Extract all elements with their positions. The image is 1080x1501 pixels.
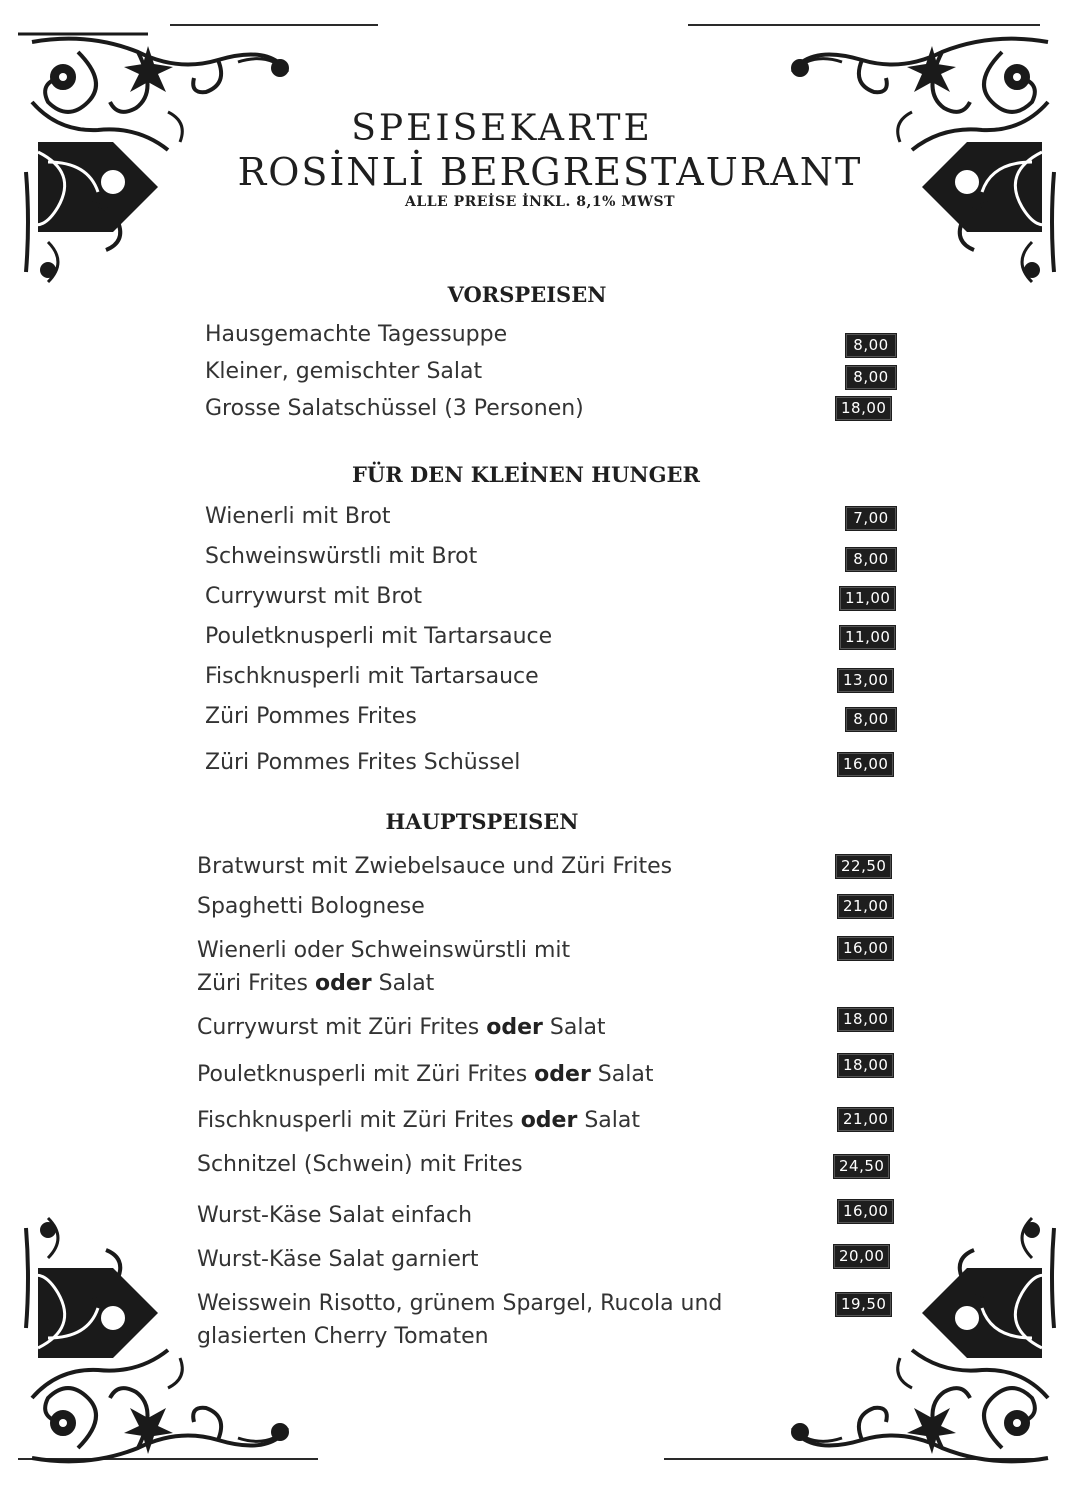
price-badge: 11,00: [840, 587, 895, 610]
price-badge: 8,00: [846, 366, 896, 389]
menu-item-name: Züri Pommes Frites: [205, 704, 417, 729]
menu-item-oder: oder: [486, 1015, 543, 1040]
menu-item-part-c: Salat: [590, 1062, 654, 1087]
price-badge: 11,00: [840, 626, 895, 649]
menu-item-name: Currywurst mit Brot: [205, 584, 422, 609]
menu-item-name: Schweinswürstli mit Brot: [205, 544, 478, 569]
price-badge: 18,00: [838, 1054, 893, 1077]
menu-item-part-c: Salat: [542, 1015, 606, 1040]
menu-item-name: [197, 1287, 722, 1353]
price-badge: 8,00: [846, 548, 896, 571]
menu-item-oder: oder: [534, 1062, 591, 1087]
menu-item-name: Bratwurst mit Zwiebelsauce und Züri Frites: [197, 854, 673, 879]
section-title-kleiner-hunger: FÜR DEN KLEİNEN HUNGER: [351, 462, 700, 487]
restaurant-name: ROSİNLİ BERGRESTAURANT: [237, 150, 863, 194]
price-badge: 20,00: [834, 1245, 889, 1268]
menu-item-name: Pouletknusperli mit Tartarsauce: [205, 624, 553, 649]
menu-item-line1: Weisswein Risotto, grünem Spargel, Rucola und: [197, 1291, 723, 1316]
section-title-hauptspeisen: HAUPTSPEISEN: [385, 809, 579, 834]
price-badge: 7,00: [846, 507, 896, 530]
menu-item-name: [197, 1011, 606, 1044]
price-badge: 8,00: [846, 708, 896, 731]
price-badge: 13,00: [838, 669, 893, 692]
price-badge: 18,00: [836, 397, 891, 420]
menu-item-part-c: Salat: [577, 1108, 640, 1133]
menu-item-line2-a: Züri Frites: [197, 971, 315, 996]
menu-item-part-a: Fischknusperli mit Züri Frites: [197, 1108, 521, 1133]
menu-item-line2: glasierten Cherry Tomaten: [197, 1324, 489, 1349]
menu-item-name: [197, 934, 570, 1000]
menu-item-name: Grosse Salatschüssel (3 Personen): [205, 396, 584, 421]
price-badge: 24,50: [834, 1155, 889, 1178]
menu-item-oder: oder: [315, 971, 372, 996]
menu-item-name: Kleiner, gemischter Salat: [205, 359, 483, 384]
price-note: ALLE PREİSE İNKL. 8,1% MWST: [404, 194, 676, 210]
menu-item-name: [197, 1058, 653, 1091]
price-badge: 21,00: [838, 1108, 893, 1131]
menu-item-line1: Wienerli oder Schweinswürstli mit: [197, 938, 571, 963]
menu-item-line2-c: Salat: [371, 971, 435, 996]
menu-item-name: Spaghetti Bolognese: [197, 894, 425, 919]
menu-item-oder: oder: [520, 1108, 578, 1133]
corner-ornament-icon: [732, 1208, 1062, 1478]
price-badge: 8,00: [846, 334, 896, 357]
menu-item-name: Schnitzel (Schwein) mit Frites: [197, 1152, 523, 1177]
page-title: SPEISEKARTE: [351, 108, 653, 149]
price-badge: 16,00: [838, 937, 893, 960]
price-badge: 16,00: [838, 1200, 893, 1223]
menu-item-name: Wurst-Käse Salat garniert: [197, 1247, 479, 1272]
menu-item-part-a: Currywurst mit Züri Frites: [197, 1015, 487, 1040]
menu-item-name: Wienerli mit Brot: [205, 504, 391, 529]
price-badge: 16,00: [838, 753, 893, 776]
menu-item-part-a: Pouletknusperli mit Züri Frites: [197, 1062, 535, 1087]
price-badge: 21,00: [838, 895, 893, 918]
menu-item-name: Fischknusperli mit Tartarsauce: [205, 664, 539, 689]
price-badge: 18,00: [838, 1008, 893, 1031]
menu-item-name: Hausgemachte Tagessuppe: [205, 322, 508, 347]
menu-item-name: Wurst-Käse Salat einfach: [197, 1203, 473, 1228]
menu-item-name: [197, 1104, 640, 1137]
price-badge: 22,50: [836, 855, 891, 878]
section-title-vorspeisen: VORSPEISEN: [447, 282, 607, 307]
price-badge: 19,50: [836, 1293, 891, 1316]
menu-item-name: Züri Pommes Frites Schüssel: [205, 750, 521, 775]
